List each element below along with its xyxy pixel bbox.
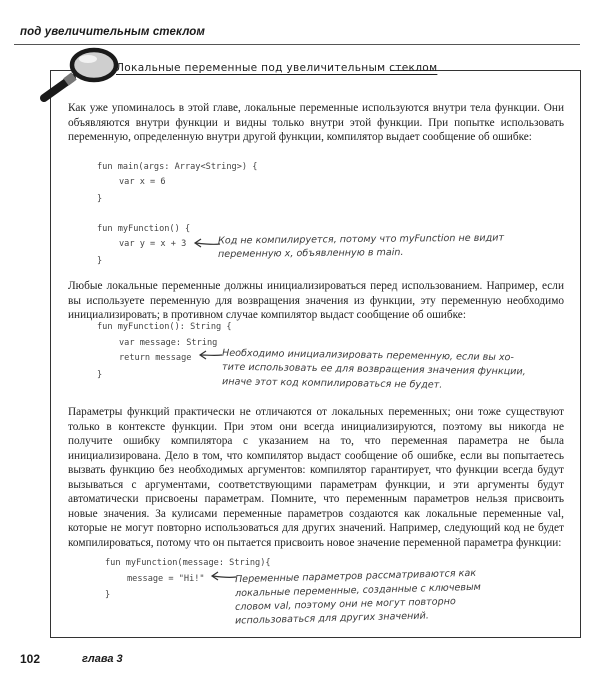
code-line: } (105, 590, 111, 600)
annotation-line: локальные переменные, созданные с ключевым (234, 581, 481, 600)
code-line: var y = x + 3 (119, 239, 187, 249)
annotation-line: Переменные параметров рассматриваются как (234, 567, 477, 586)
code-line: } (97, 256, 103, 266)
running-header: под увеличительным стеклом (20, 26, 206, 38)
annotation-line: Код не компилируется, потому что myFunction не видит (217, 232, 505, 247)
annotation-line: переменную x, объявленную в main. (217, 247, 404, 260)
magnifying-glass-icon (30, 46, 120, 104)
annotation-line: Необходимо инициализировать переменную, если вы хо- (221, 347, 515, 364)
box-title: Локальные переменные под увеличительным стеклом (116, 62, 438, 74)
code-line: return message (119, 353, 192, 363)
code-line: fun main(args: Array<String>) { (97, 162, 258, 172)
code-line: var x = 6 (119, 177, 166, 187)
code-line: fun myFunction() { (97, 224, 191, 234)
arrow-icon (197, 348, 223, 362)
code-line: message = "Hi!" (127, 574, 205, 584)
code-line: fun myFunction(): String { (97, 322, 232, 332)
annotation-line: использоваться для других значений. (234, 610, 429, 627)
code-line: } (97, 370, 103, 380)
page-number: 102 (20, 652, 41, 666)
code-line: fun myFunction(message: String){ (105, 558, 271, 568)
paragraph-parameters: Параметры функций практически не отличаются от локальных переменных; они тоже существуют только в контексте функции. При этом они всегда инициализируются, поэтому вы никогда не получите ошибку компилятора с указанием на то, что переменная параметра не была инициализирована. Дело в том, что компилятор выдаст сообщение об ошибке, если вы попытаетесь вызвать функцию без необходимых аргументов: компилятор гарантирует, что функции всегда будут вызываться с аргументами, соответствующими параметрам функции, и эти аргументы будут автоматически присвоены параметрам. Помните, что переменным параметров нельзя присвоить новые значения. За кулисами переменные параметров создаются как локальные переменные val, которые не могут повторно использоваться для других значений. Например, следующий код не будет компилироваться, потому что он пытается присвоить новое значение переменной параметра функции: (68, 406, 564, 549)
code-line: var message: String (119, 338, 218, 348)
annotation-line: иначе этот код компилироваться не будет. (221, 376, 443, 391)
chapter-label: глава 3 (82, 653, 123, 665)
annotation-line: словом val, поэтому они не могут повторно (234, 596, 456, 613)
arrow-icon (209, 569, 237, 583)
code-line: } (97, 194, 103, 204)
annotation-line: тите использовать ее для возвращения значения функции, (221, 361, 526, 378)
paragraph-initialization: Любые локальные переменные должны инициализироваться перед использованием. Например, если вы используете переменную для возвращения значения из функции, эту переменную необходимо инициализировать; в противном случае компилятор выдаст сообщение об ошибке: (68, 280, 564, 321)
paragraph-intro: Как уже упоминалось в этой главе, локальные переменные используются внутри тела функции. Они объявляются внутри функции и видны только внутри этой функции. При попытке использовать переменную, определенную внутри другой функции, компилятор выдает сообщение об ошибке: (68, 102, 564, 143)
header-rule (14, 44, 580, 45)
